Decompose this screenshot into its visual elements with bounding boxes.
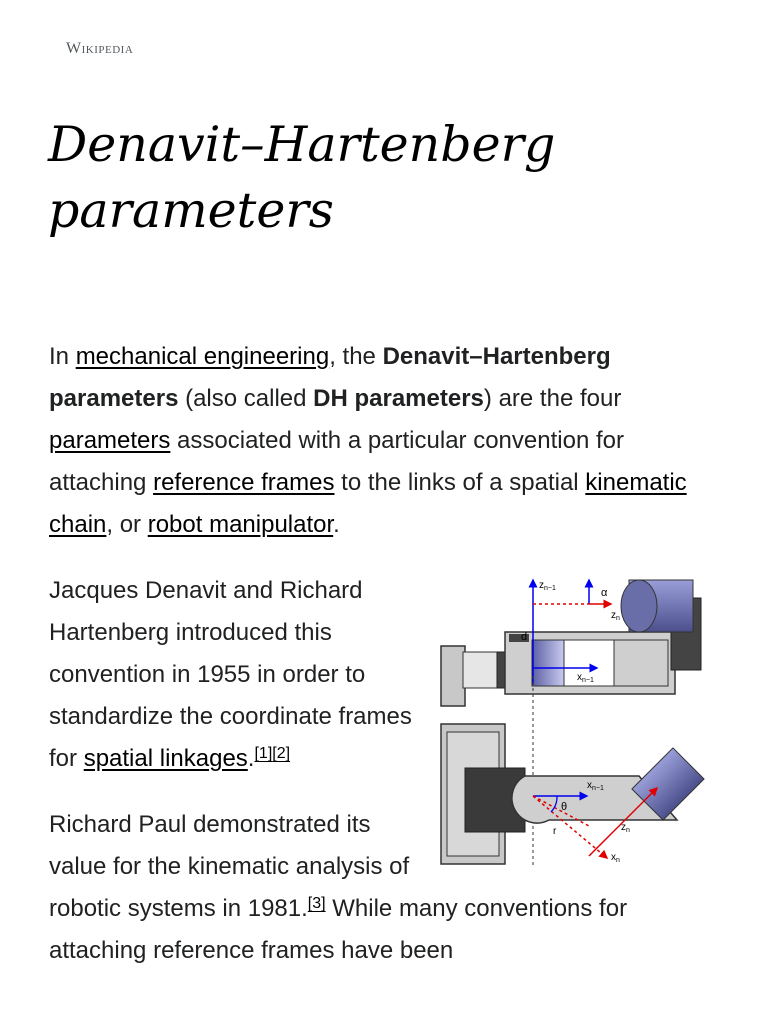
link-mechanical-engineering[interactable]: mechanical engineering: [75, 343, 330, 370]
text: In: [49, 343, 76, 370]
text: While many conventions for attaching reference frames have been: [49, 895, 628, 964]
page-title-line-1: Denavit–Hartenberg: [48, 116, 556, 173]
link-robot-manipulator[interactable]: robot manipulator: [147, 511, 334, 538]
label-d: d: [521, 631, 528, 643]
text: to the links of a spatial: [334, 469, 586, 496]
text: associated with a particular convention for attaching: [49, 427, 624, 496]
text: , the: [329, 343, 383, 370]
label-z-n-lower: $z_n$: [621, 822, 630, 834]
label-x-prev-upper: $x_{n-1}$: [577, 672, 594, 684]
label-x-prev-lower: $x_{n-1}$: [587, 780, 604, 792]
bold-dh-short: DH parameters: [313, 385, 484, 412]
text: Richard Paul demonstrated its value for the kinematic analysis of robotic systems in 1981.: [49, 811, 410, 922]
link-spatial-linkages[interactable]: spatial linkages: [83, 745, 248, 772]
page-title-line-2: parameters: [48, 182, 334, 239]
label-r: r: [553, 826, 557, 837]
reference-2[interactable]: [272, 745, 290, 762]
page-title: [48, 112, 738, 244]
text: .: [247, 745, 255, 772]
slider-end: [614, 640, 668, 686]
paragraph-intro: [49, 336, 721, 546]
base-block-upper: [441, 646, 465, 706]
text: (also called: [178, 385, 314, 412]
dh-parameters-diagram[interactable]: [439, 576, 721, 876]
reference-link-1[interactable]: [1]: [254, 745, 273, 762]
text: , or: [106, 511, 148, 538]
text: Jacques Denavit and Richard Hartenberg introduced this convention in 1955 in order to standardize the coordinate frames for: [49, 577, 412, 772]
label-x-n: $x_n$: [611, 852, 620, 864]
label-z-n-upper: $z_n$: [611, 610, 620, 622]
reference-3[interactable]: [308, 895, 326, 912]
reference-link-3[interactable]: [3]: [307, 895, 326, 912]
reference-1[interactable]: [254, 745, 272, 762]
bold-dh-parameters: Denavit–Hartenberg parameters: [49, 343, 611, 412]
reference-link-2[interactable]: [2]: [272, 745, 291, 762]
article-body: [49, 336, 721, 996]
label-z-prev: $z_{n-1}$: [539, 580, 556, 592]
wikipedia-logo[interactable]: Wikipedia: [66, 40, 134, 57]
revolute-cylinder-face: [621, 580, 657, 632]
link-reference-frames[interactable]: reference frames: [153, 469, 335, 496]
label-alpha: α: [601, 587, 608, 599]
link-kinematic-chain[interactable]: kinematic chain: [49, 469, 687, 538]
text: .: [333, 511, 340, 538]
prismatic-slider: [532, 640, 564, 686]
label-theta: θ: [561, 801, 568, 813]
text: ) are the four: [483, 385, 622, 412]
link-parameters[interactable]: parameters: [49, 427, 171, 454]
